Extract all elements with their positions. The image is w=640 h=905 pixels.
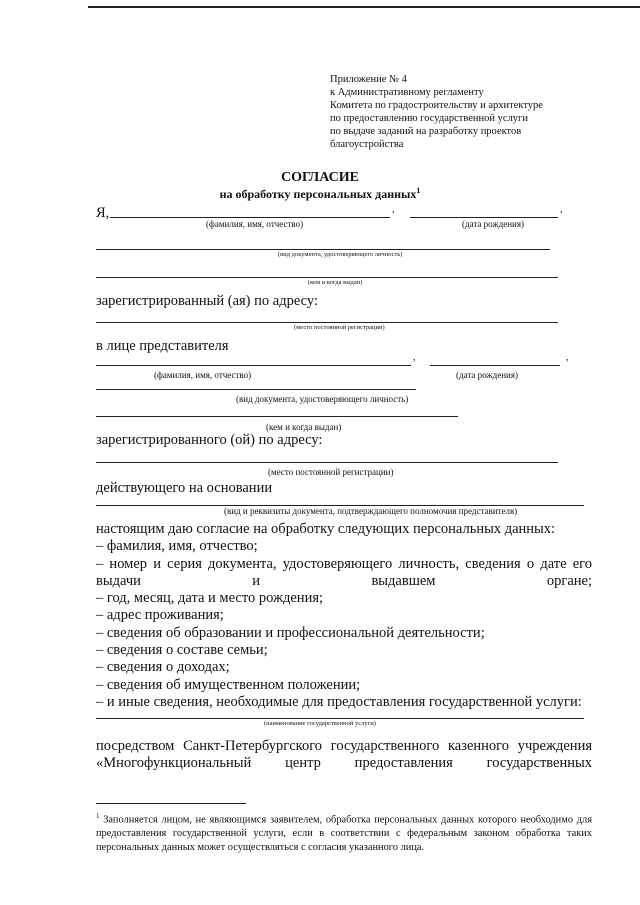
rep-birth-label: (дата рождения) xyxy=(456,370,518,380)
consent-block xyxy=(96,521,592,711)
rep-doc-label: (вид документа, удостоверяющего личность) xyxy=(236,394,409,404)
appendix-line: по выдаче заданий на разработку проектов xyxy=(330,126,522,137)
representative-heading: в лице представителя xyxy=(96,338,229,354)
list-item: – фамилия, имя, отчество; xyxy=(96,538,258,555)
doc-subtitle-text: на обработку персональных данных xyxy=(219,187,417,201)
doc-title: СОГЛАСИЕ xyxy=(281,170,359,185)
consent-intro: настоящим даю согласие на обработку следующих персональных данных: xyxy=(96,521,556,537)
list-item: – номер и серия документа, удостоверяющего личность, сведения о дате его выдачи и выдавшем органе; xyxy=(96,555,592,589)
doc-subtitle xyxy=(0,186,640,202)
rep-reg-field[interactable] xyxy=(96,462,558,463)
footnote-ref: 1 xyxy=(416,186,421,195)
footnote-text: Заполняется лицом, не являющимся заявителем, обработка персональных данных которого необходимо для предоставления государственной услуги, если в соответствии с федеральным законом обработка таких персональных данных может осуществляться с согласия указанного лица. xyxy=(96,814,592,854)
rep-doc-field[interactable] xyxy=(96,389,416,390)
closing-line: «Многофункциональный центр предоставления государственных xyxy=(96,755,592,771)
list-item: – и иные сведения, необходимые для предоставления государственной услуги: xyxy=(96,693,582,710)
appendix-block xyxy=(330,73,543,151)
rep-registered-text: зарегистрированного (ой) по адресу: xyxy=(96,432,323,448)
applicant-prefix: Я, xyxy=(96,205,110,221)
appendix-line: по предоставлению государственной услуги xyxy=(330,113,528,124)
applicant-doc-label: (вид документа, удостоверяющего личность) xyxy=(278,251,403,258)
applicant-birth-field[interactable] xyxy=(410,217,558,218)
list-item: – год, месяц, дата и место рождения; xyxy=(96,590,324,607)
rep-fio-label: (фамилия, имя, отчество) xyxy=(154,370,252,380)
rep-basis-text: действующего на основании xyxy=(96,480,273,496)
rep-issued-label: (кем и когда выдан) xyxy=(266,422,342,432)
rep-fio-field[interactable] xyxy=(96,365,411,366)
rep-issued-field[interactable] xyxy=(96,416,458,417)
appendix-line: Приложение № 4 xyxy=(330,74,407,85)
list-item: – сведения о доходах; xyxy=(96,659,230,676)
appendix-line: к Административному регламенту xyxy=(330,87,484,98)
applicant-reg-label: (место постоянной регистрации) xyxy=(294,324,385,331)
applicant-fio-label: (фамилия, имя, отчество) xyxy=(206,219,304,229)
top-scan-line xyxy=(88,6,640,8)
applicant-issued-label: (кем и когда выдан) xyxy=(308,279,363,286)
footnote-mark: 1 xyxy=(96,812,100,820)
rep-birth-field[interactable] xyxy=(430,365,560,366)
applicant-reg-field[interactable] xyxy=(96,322,558,323)
rep-reg-label: (место постоянной регистрации) xyxy=(268,467,394,477)
applicant-birth-label: (дата рождения) xyxy=(462,219,524,229)
service-name-field[interactable] xyxy=(96,718,584,719)
appendix-line: Комитета по градостроительству и архитектуре xyxy=(330,100,543,111)
service-name-label: (наименование государственной услуги) xyxy=(264,720,376,727)
footnote-divider xyxy=(96,803,246,804)
list-item: – адрес проживания; xyxy=(96,607,224,624)
closing-line: посредством Санкт-Петербургского государственного казенного учреждения xyxy=(96,738,592,754)
list-item: – сведения об образовании и профессиональной деятельности; xyxy=(96,624,485,641)
appendix-line: благоустройства xyxy=(330,139,404,150)
rep-basis-label: (вид и реквизиты документа, подтверждающего полномочия представителя) xyxy=(224,506,518,516)
list-item: – сведения об имущественном положении; xyxy=(96,676,361,693)
footnote xyxy=(96,809,592,855)
applicant-doc-field[interactable] xyxy=(96,249,550,250)
list-item: – сведения о составе семьи; xyxy=(96,642,268,659)
applicant-issued-field[interactable] xyxy=(96,277,558,278)
applicant-fio-field[interactable] xyxy=(110,217,390,218)
applicant-registered-text: зарегистрированный (ая) по адресу: xyxy=(96,293,318,309)
